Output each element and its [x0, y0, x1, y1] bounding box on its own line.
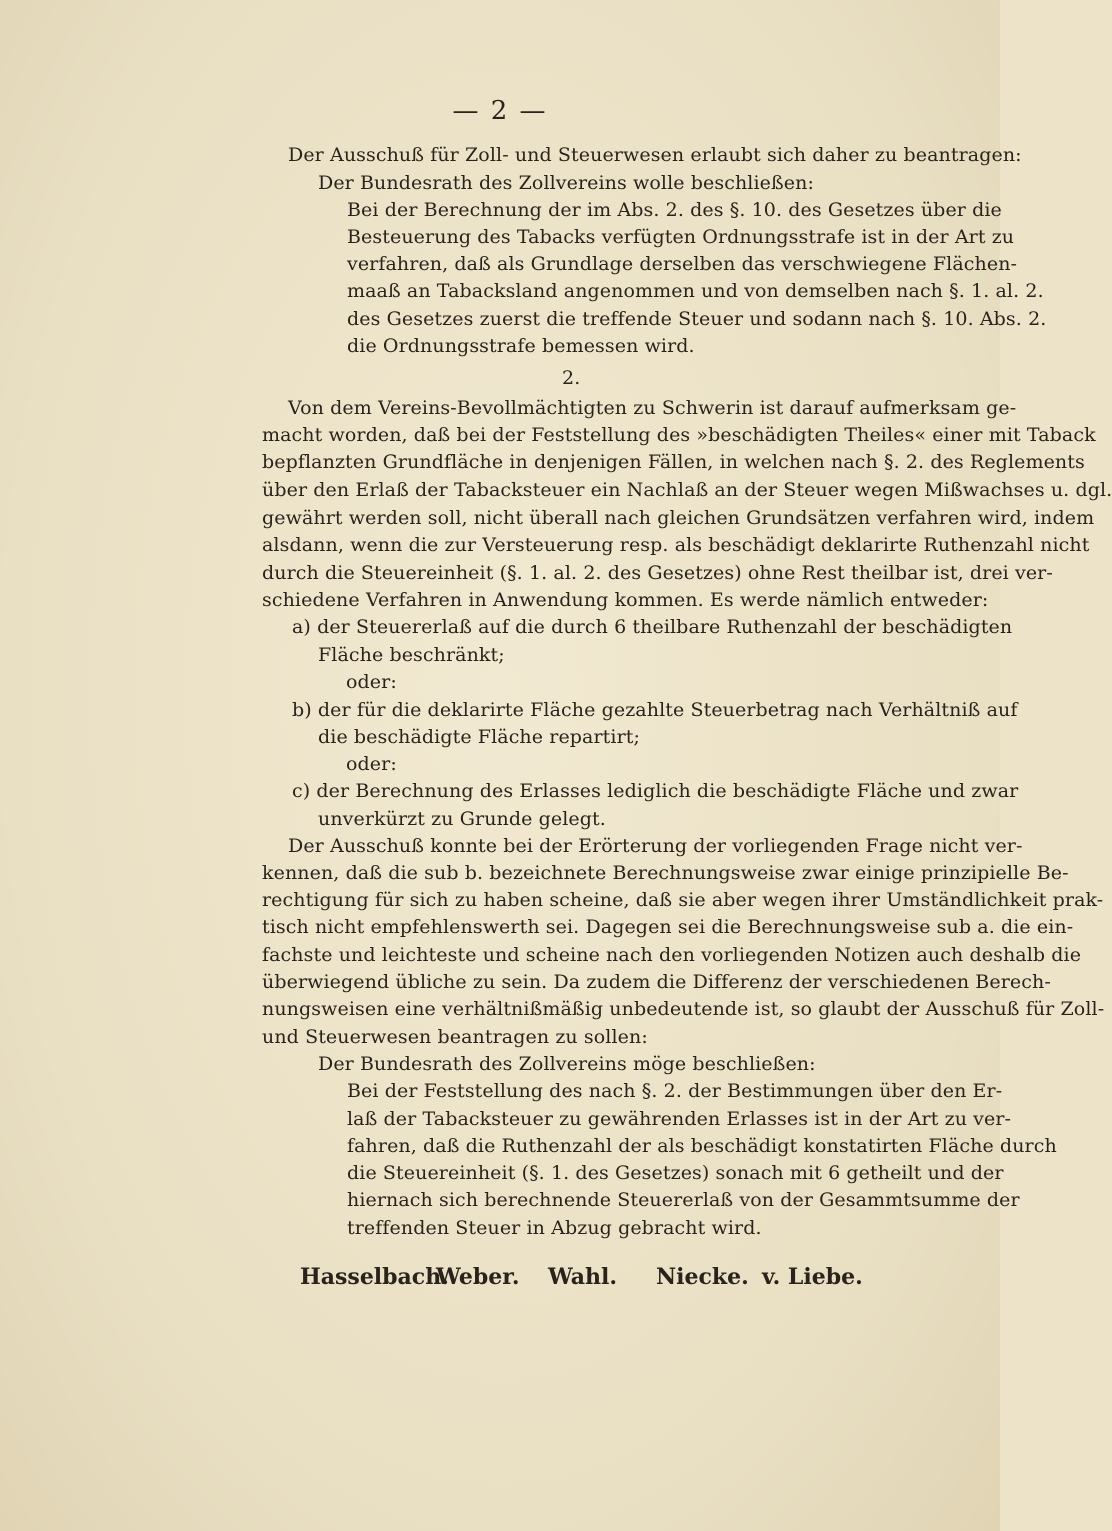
text-line: verfahren, daß als Grundlage derselben das verschwiegene Flächen-: [347, 253, 1018, 275]
text-line: alsdann, wenn die zur Versteuerung resp. als beschädigt deklarirte Ruthenzahl nicht: [262, 534, 1090, 556]
text-line: des Gesetzes zuerst die treffende Steuer und sodann nach §. 10. Abs. 2.: [347, 308, 1047, 330]
text-line: die Steuereinheit (§. 1. des Gesetzes) sonach mit 6 getheilt und der: [347, 1162, 1004, 1184]
text-line: laß der Tabacksteuer zu gewährenden Erlasses ist in der Art zu ver-: [347, 1108, 1012, 1130]
text-line: rechtigung für sich zu haben scheine, daß sie aber wegen ihrer Umständlichkeit prak-: [262, 889, 1104, 911]
text-line: hiernach sich berechnende Steuererlaß von der Gesammtsumme der: [347, 1189, 1020, 1211]
text-line: fahren, daß die Ruthenzahl der als beschädigt konstatirten Fläche durch: [347, 1135, 1057, 1157]
text-line: macht worden, daß bei der Feststellung des »beschädigten Theiles« einer mit Taback: [262, 424, 1096, 446]
signature-name: v. Liebe.: [762, 1264, 863, 1290]
text-line: Der Bundesrath des Zollvereins möge beschließen:: [318, 1053, 816, 1075]
text-line: treffenden Steuer in Abzug gebracht wird.: [347, 1217, 762, 1239]
text-line: 2.: [562, 367, 581, 389]
text-line: Fläche beschränkt;: [318, 644, 505, 666]
text-line: über den Erlaß der Tabacksteuer ein Nachlaß an der Steuer wegen Mißwachses u. dgl.: [262, 479, 1112, 501]
text-line: und Steuerwesen beantragen zu sollen:: [262, 1026, 648, 1048]
text-line: die Ordnungsstrafe bemessen wird.: [347, 335, 695, 357]
signature-name: Niecke.: [656, 1264, 749, 1290]
text-line: Der Bundesrath des Zollvereins wolle beschließen:: [318, 172, 814, 194]
text-line: Besteuerung des Tabacks verfügten Ordnungsstrafe ist in der Art zu: [347, 226, 1015, 248]
text-line: c) der Berechnung des Erlasses lediglich die beschädigte Fläche und zwar: [292, 780, 1019, 802]
signature-name: Hasselbach.: [300, 1264, 449, 1290]
text-line: oder:: [346, 753, 397, 775]
text-line: oder:: [346, 671, 397, 693]
text-line: gewährt werden soll, nicht überall nach gleichen Grundsätzen verfahren wird, indem: [262, 507, 1095, 529]
text-line: Von dem Vereins-Bevollmächtigten zu Schwerin ist darauf aufmerksam ge-: [288, 397, 1017, 419]
text-line: Der Ausschuß konnte bei der Erörterung der vorliegenden Frage nicht ver-: [288, 835, 1023, 857]
text-line: Der Ausschuß für Zoll- und Steuerwesen erlaubt sich daher zu beantragen:: [288, 144, 1022, 166]
text-line: fachste und leichteste und scheine nach den vorliegenden Notizen auch deshalb die: [262, 944, 1082, 966]
text-line: kennen, daß die sub b. bezeichnete Berechnungsweise zwar einige prinzipielle Be-: [262, 862, 1069, 884]
page-number: — 2 —: [452, 96, 548, 126]
text-line: überwiegend übliche zu sein. Da zudem die Differenz der verschiedenen Berech-: [262, 971, 1051, 993]
signature-name: Weber.: [436, 1264, 520, 1290]
text-line: nungsweisen eine verhältnißmäßig unbedeutende ist, so glaubt der Ausschuß für Zoll-: [262, 998, 1105, 1020]
text-line: unverkürzt zu Grunde gelegt.: [318, 808, 606, 830]
text-line: durch die Steuereinheit (§. 1. al. 2. des Gesetzes) ohne Rest theilbar ist, drei ver-: [262, 562, 1053, 584]
text-line: Bei der Feststellung des nach §. 2. der Bestimmungen über den Er-: [347, 1080, 1003, 1102]
text-line: Bei der Berechnung der im Abs. 2. des §. 10. des Gesetzes über die: [347, 199, 1002, 221]
text-line: die beschädigte Fläche repartirt;: [318, 726, 640, 748]
text-line: tisch nicht empfehlenswerth sei. Dagegen sei die Berechnungsweise sub a. die ein-: [262, 916, 1074, 938]
signature-name: Wahl.: [548, 1264, 618, 1290]
text-line: b) der für die deklarirte Fläche gezahlte Steuerbetrag nach Verhältniß auf: [292, 699, 1018, 721]
text-line: maaß an Tabacksland angenommen und von demselben nach §. 1. al. 2.: [347, 280, 1044, 302]
text-line: a) der Steuererlaß auf die durch 6 theilbare Ruthenzahl der beschädigten: [292, 616, 1013, 638]
text-line: bepflanzten Grundfläche in denjenigen Fällen, in welchen nach §. 2. des Reglements: [262, 451, 1085, 473]
text-line: schiedene Verfahren in Anwendung kommen. Es werde nämlich entweder:: [262, 589, 989, 611]
